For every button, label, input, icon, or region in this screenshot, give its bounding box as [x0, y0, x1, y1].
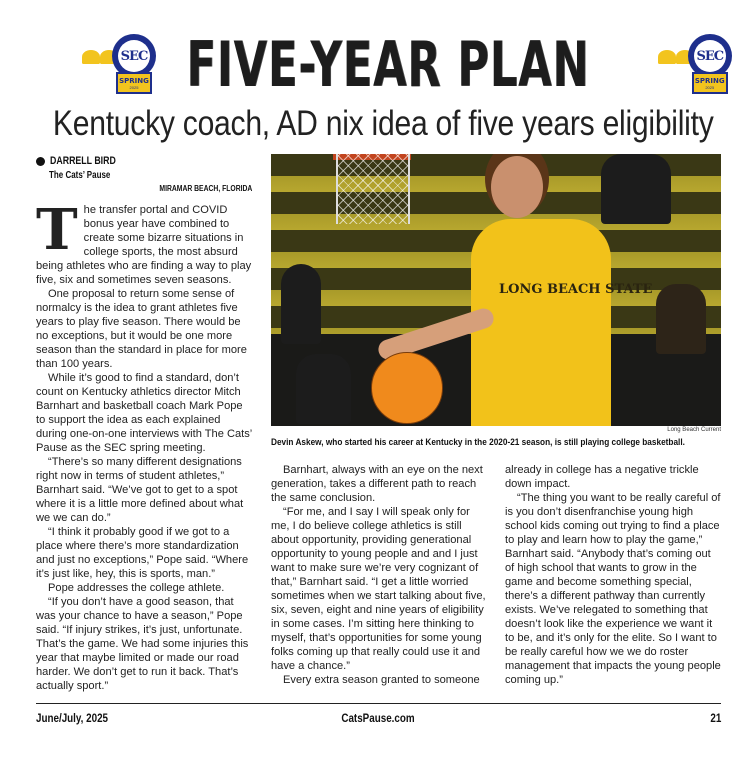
photo-fan	[281, 264, 321, 344]
paragraph: While it’s good to find a standard, don’t count on Kentucky athletics director Mitch Barnhart and basketball coach Mark Pope to support the idea as each explained during one-on-one interviews with The Cats’ Pause as the SEC spring meeting.	[36, 372, 252, 454]
photo-fan	[656, 284, 706, 354]
article-headline: Kentucky coach, AD nix idea of five years eligibility	[52, 104, 714, 143]
logo-plate	[116, 72, 152, 94]
logo-plate	[692, 72, 728, 94]
photo-caption: Devin Askew, who started his career at Kentucky in the 2020-21 season, is still playing college basketball.	[271, 437, 685, 448]
paragraph: “For me, and I say I will speak only for me, I do believe college athletics is still about opportunity, providing generational opportunity to young people and and I just want to make sure we’re very cognizant of that,” Barnhart said. “I get a little worried sometimes when we start talking about five, six, seven, eight and nine years of eligibility in some cases. I’m sitting here thinking to myself, that’s opportunities for some young folks coming up that really could use it and have a chance.”	[271, 506, 486, 672]
logo-word: SPRING	[694, 76, 725, 85]
dateline: MIRAMAR BEACH, FLORIDA	[159, 184, 252, 193]
logo-sec-text: SEC	[118, 40, 150, 72]
footer-issue-date: June/July, 2025	[36, 711, 109, 725]
photo-basketball	[371, 352, 443, 424]
paragraph: “If you don’t have a good season, that was your chance to have a season,” Pope said. “If injury strikes, it’s just, unfortunate. That’s the game. We had some injuries this year that maybe limited or made our road harder. We don’t get to run it back. That’s actually sport.”	[36, 596, 249, 692]
footer-website: CatsPause.com	[341, 711, 415, 725]
section-banner	[100, 28, 725, 101]
paragraph: already in college has a negative trickle down impact.	[505, 464, 699, 490]
publication-name: The Cats’ Pause	[49, 170, 111, 181]
logo-year: 2025	[705, 84, 715, 90]
article-column-1	[36, 197, 254, 693]
palm-tree-icon	[658, 50, 676, 64]
article-photo	[271, 154, 721, 426]
author-name: DARRELL BIRD	[50, 155, 116, 167]
article-column-2	[271, 463, 486, 687]
article-column-3	[505, 463, 721, 687]
section-kicker: FIVE-YEAR PLAN	[186, 28, 590, 101]
bullet-icon	[36, 157, 45, 166]
author-row	[36, 155, 254, 167]
paragraph: Barnhart, always with an eye on the next generation, takes a different path to reach the same conclusion.	[271, 464, 483, 504]
drop-cap: T	[36, 197, 78, 263]
photo-jersey-text: LONG BEACH STATE	[499, 282, 653, 297]
paragraph: Pope addresses the college athlete.	[48, 582, 225, 594]
logo-sec-text: SEC	[694, 40, 726, 72]
palm-tree-icon	[82, 50, 100, 64]
footer-rule	[36, 703, 721, 704]
photo-fan	[601, 154, 671, 224]
paragraph: “There’s so many different designations right now in terms of student athletes,” Barnhart said. “We’ve got to get to a spot where it is a little more defined about what we we can do.”	[36, 456, 244, 524]
paragraph: he transfer portal and COVID bonus year have combined to create some bizarre situations in college sports, the most absurd being athletes who are finding a way to play five, six and sometimes seven seasons.	[36, 204, 252, 286]
photo-net	[336, 154, 410, 224]
paragraph: “The thing you want to be really careful of is you don’t disenfranchise young high school kids coming out trying to find a place to play and learn how to play the game,” Barnhart said. “Anybody that’s coming out of high school that wants to grow in the game and become something special, there’s a different pathway than currently exists. We’ve relegated to something that doesn’t look like the experience we want it to be, and it’s only for the elite. So I want to be really careful how we we do roster management that impacts the young people coming up.”	[505, 492, 721, 686]
byline	[36, 155, 254, 181]
logo-year: 2025	[129, 84, 139, 90]
photo-credit: Long Beach Current	[667, 427, 721, 433]
paragraph: One proposal to return some sense of normalcy is the idea to grant athletes five years to play five season. There would be no exceptions, but it would be one more season than the standard in place for more than 100 years.	[36, 288, 247, 370]
logo-word: SPRING	[119, 76, 149, 85]
paragraph: Every extra season granted to someone	[283, 674, 480, 686]
photo-fan	[296, 354, 351, 424]
paragraph: “I think it probably good if we got to a place where there’s more standardization and just no exceptions,” Pope said. “Where it’s just like, hey, this is sports, man.”	[36, 526, 249, 580]
footer-page-number: 21	[710, 711, 721, 725]
photo-player-head	[491, 156, 543, 218]
